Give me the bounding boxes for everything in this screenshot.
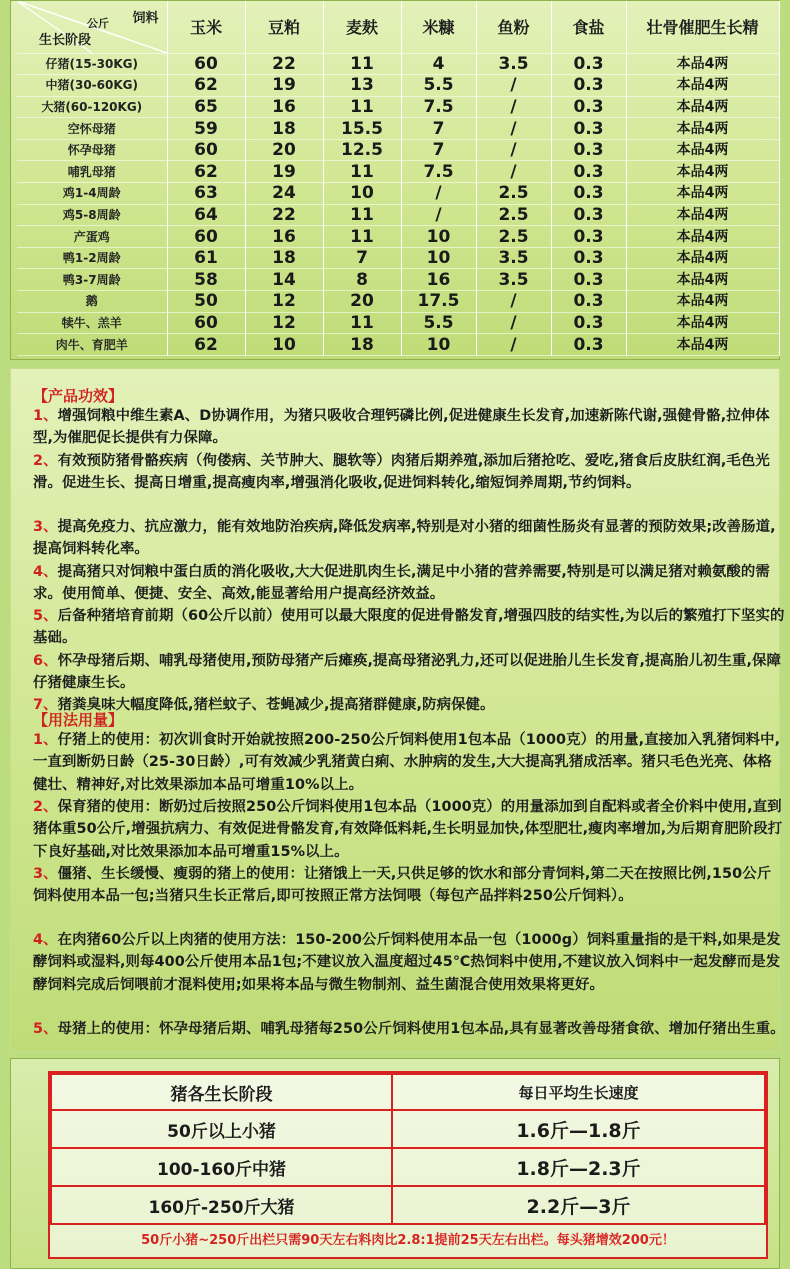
item-number: 4、: [33, 564, 58, 580]
table-cell: 10: [245, 334, 323, 356]
table-cell: /: [476, 334, 551, 356]
stage-cell: 鸭3-7周龄: [17, 269, 167, 291]
usage-item: [33, 796, 785, 863]
table-cell: 0.3: [551, 247, 626, 269]
daily-gain-cell: 1.6斤—1.8斤: [392, 1110, 765, 1148]
table-cell: 62: [167, 161, 245, 183]
item-number: 5、: [33, 1021, 58, 1037]
growth-footer-note: 50斤小猪~250斤出栏只需90天左右料肉比2.8:1提前25天左右出栏。每头猪增效200元！: [141, 1233, 675, 1248]
table-cell: 16: [401, 269, 476, 291]
table-cell: 7.5: [401, 96, 476, 118]
item-text: 在肉猪60公斤以上肉猪的使用方法：150-200公斤饲料使用本品一包（1000g）饲料重量指的是干料,如果是发酵饲料或湿料,则每400公斤使用本品1包;不建议放入温度超过45℃热饲料中使用,不建议放入饲料中一起发酵而是发酵饲料完成后饲喂前才混料使用;如果将本品与微生物制剂、益生菌混合使用效果将更好。: [33, 932, 781, 993]
table-cell: 0.3: [551, 96, 626, 118]
table-cell: 2.5: [476, 226, 551, 248]
table-cell: 0.3: [551, 183, 626, 205]
table-cell: 19: [245, 75, 323, 97]
product-description-panel: [10, 368, 785, 1052]
table-cell: 0.3: [551, 269, 626, 291]
table-cell: 5.5: [401, 75, 476, 97]
col-header-wheat-bran: 麦麸: [323, 1, 401, 53]
table-cell: 13: [323, 75, 401, 97]
table-cell: 15.5: [323, 118, 401, 140]
usage-title: 【用法用量】: [33, 711, 124, 729]
table-cell: 63: [167, 183, 245, 205]
item-number: 2、: [33, 453, 58, 469]
dosage-cell: 本品4两: [626, 161, 779, 183]
table-cell: 11: [323, 226, 401, 248]
growth-speed-box: [48, 1071, 768, 1259]
table-cell: 12: [245, 312, 323, 334]
table-cell: 11: [323, 96, 401, 118]
corner-stage-label: 生长阶段: [39, 32, 92, 48]
table-cell: 0.3: [551, 204, 626, 226]
item-text: 提高免疫力、抗应激力，能有效地防治疾病,降低发病率,特别是对小猪的细菌性肠炎有显著的预防效果;改善肠道,提高饲料转化率。: [33, 519, 776, 558]
stage-cell: 鸡5-8周龄: [17, 204, 167, 226]
table-cell: 7: [323, 247, 401, 269]
item-text: 保育猪的使用：断奶过后按照250公斤饲料使用1包本品（1000克）的用量添加到自配料或者全价料中使用,直到猪体重50公斤,增强抗病力、有效促进骨骼发育,有效降低料耗,生长明显加快,体型肥壮,瘦肉率增加,为后期育肥阶段打下良好基础,对比效果添加本品可增重15%以上。: [33, 799, 783, 860]
table-cell: 12.5: [323, 139, 401, 161]
table-cell: 58: [167, 269, 245, 291]
table-row: [17, 75, 779, 97]
table-cell: 20: [245, 139, 323, 161]
table-row: [17, 139, 779, 161]
col-header-growth-stage: 猪各生长阶段: [51, 1074, 392, 1110]
dosage-cell: 本品4两: [626, 183, 779, 205]
dosage-cell: 本品4两: [626, 118, 779, 140]
table-cell: 0.3: [551, 334, 626, 356]
table-cell: 12: [245, 291, 323, 313]
item-number: 6、: [33, 653, 58, 669]
usage-item: [33, 929, 785, 996]
efficacy-item: [33, 450, 785, 495]
table-cell: 5.5: [401, 312, 476, 334]
table-cell: 0.3: [551, 226, 626, 248]
item-number: 4、: [33, 932, 58, 948]
dosage-cell: 本品4两: [626, 53, 779, 75]
table-cell: 59: [167, 118, 245, 140]
item-text: 增强饲粮中维生素A、D协调作用，为猪只吸收合理钙磷比例,促进健康生长发育,加速新陈代谢,强健骨骼,拉伸体型,为催肥促长提供有力保障。: [33, 408, 770, 447]
table-cell: 64: [167, 204, 245, 226]
table-cell: 60: [167, 226, 245, 248]
dosage-cell: 本品4两: [626, 269, 779, 291]
table-cell: 0.3: [551, 118, 626, 140]
dosage-cell: 本品4两: [626, 312, 779, 334]
stage-cell: 鸭1-2周龄: [17, 247, 167, 269]
item-text: 猪粪臭味大幅度降低,猪栏蚊子、苍蝇减少,提高猪群健康,防病保健。: [57, 697, 495, 713]
efficacy-item: [33, 516, 785, 561]
table-row: [17, 96, 779, 118]
stage-cell: 怀孕母猪: [17, 139, 167, 161]
table-cell: 11: [323, 53, 401, 75]
table-cell: 4: [401, 53, 476, 75]
growth-speed-panel: [10, 1058, 780, 1269]
growth-stage-cell: 100-160斤中猪: [51, 1148, 392, 1186]
table-row: [17, 204, 779, 226]
table-row: [17, 183, 779, 205]
item-text: 僵猪、生长缓慢、瘦弱的猪上的使用：让猪饿上一天,只供足够的饮水和部分青饲料,第二天在按照比例,150公斤饲料使用本品一包;当猪只生长正常后,即可按照正常方法饲喂（每包产品拌料250公斤饲料）。: [33, 866, 772, 905]
table-cell: 18: [245, 118, 323, 140]
stage-cell: 产蛋鸡: [17, 226, 167, 248]
growth-table-header-row: [51, 1074, 765, 1110]
item-text: 母猪上的使用：怀孕母猪后期、哺乳母猪每250公斤饲料使用1包本品,具有显著改善母猪食欲、增加仔猪出生重。: [57, 1021, 785, 1037]
table-cell: 8: [323, 269, 401, 291]
item-text: 提高猪只对饲粮中蛋白质的消化吸收,大大促进肌肉生长,满足中小猪的营养需要,特别是可以满足猪对赖氨酸的需求。使用简单、便捷、安全、高效,能显著给用户提高经济效益。: [33, 564, 770, 603]
dosage-cell: 本品4两: [626, 204, 779, 226]
table-cell: /: [476, 312, 551, 334]
table-row: [17, 161, 779, 183]
table-cell: 2.5: [476, 183, 551, 205]
dosage-cell: 本品4两: [626, 334, 779, 356]
table-cell: 10: [401, 334, 476, 356]
stage-cell: 肉牛、育肥羊: [17, 334, 167, 356]
table-row: [17, 247, 779, 269]
efficacy-item: [33, 694, 785, 716]
stage-cell: 哺乳母猪: [17, 161, 167, 183]
table-cell: 24: [245, 183, 323, 205]
table-cell: 10: [401, 247, 476, 269]
table-cell: 50: [167, 291, 245, 313]
col-header-salt: 食盐: [551, 1, 626, 53]
item-number: 1、: [33, 732, 58, 748]
table-row: [17, 118, 779, 140]
table-cell: 14: [245, 269, 323, 291]
usage-item: [33, 863, 785, 908]
table-cell: 7.5: [401, 161, 476, 183]
usage-item: [33, 729, 785, 796]
item-number: 3、: [33, 866, 58, 882]
table-row: [51, 1148, 765, 1186]
table-cell: 16: [245, 96, 323, 118]
efficacy-item: [33, 650, 785, 695]
stage-cell: 犊牛、羔羊: [17, 312, 167, 334]
table-cell: 22: [245, 53, 323, 75]
table-cell: 11: [323, 161, 401, 183]
item-number: 5、: [33, 608, 58, 624]
table-cell: /: [476, 75, 551, 97]
table-cell: 10: [401, 226, 476, 248]
item-number: 3、: [33, 519, 58, 535]
efficacy-item: [33, 405, 785, 450]
daily-gain-cell: 2.2斤—3斤: [392, 1186, 765, 1224]
dosage-cell: 本品4两: [626, 139, 779, 161]
daily-gain-cell: 1.8斤—2.3斤: [392, 1148, 765, 1186]
col-header-corn: 玉米: [167, 1, 245, 53]
feed-table-header-row: [17, 1, 779, 53]
table-cell: 17.5: [401, 291, 476, 313]
table-cell: /: [476, 291, 551, 313]
table-cell: 62: [167, 75, 245, 97]
table-cell: 0.3: [551, 291, 626, 313]
table-cell: 62: [167, 334, 245, 356]
stage-cell: 仔猪(15-30KG): [17, 53, 167, 75]
table-cell: 18: [245, 247, 323, 269]
table-cell: /: [401, 204, 476, 226]
table-cell: 0.3: [551, 139, 626, 161]
col-header-growth-essence: 壮骨催肥生长精: [626, 1, 779, 53]
table-cell: 60: [167, 139, 245, 161]
dosage-cell: 本品4两: [626, 291, 779, 313]
table-cell: 19: [245, 161, 323, 183]
table-cell: /: [476, 139, 551, 161]
table-cell: 18: [323, 334, 401, 356]
table-row: [17, 269, 779, 291]
table-row: [17, 312, 779, 334]
item-text: 仔猪上的使用：初次训食时开始就按照200-250公斤饲料使用1包本品（1000克）的用量,直接加入乳猪饲料中,一直到断奶日龄（25-30日龄）,可有效减少乳猪黄白痢、水肿病的发生,大大提高乳猪成活率。猪只毛色光亮、体格健壮、精神好,对比效果添加本品可增重10%以上。: [33, 732, 781, 793]
table-cell: 0.3: [551, 75, 626, 97]
usage-item: [33, 1018, 785, 1040]
table-cell: 3.5: [476, 247, 551, 269]
feed-formula-table: [17, 1, 780, 356]
growth-stage-cell: 50斤以上小猪: [51, 1110, 392, 1148]
col-header-daily-gain: 每日平均生长速度: [392, 1074, 765, 1110]
table-row: [17, 291, 779, 313]
dosage-cell: 本品4两: [626, 226, 779, 248]
table-cell: 65: [167, 96, 245, 118]
stage-cell: 鸡1-4周龄: [17, 183, 167, 205]
item-number: 7、: [33, 697, 58, 713]
table-row: [17, 334, 779, 356]
table-cell: 60: [167, 53, 245, 75]
table-row: [51, 1186, 765, 1224]
table-cell: /: [476, 118, 551, 140]
efficacy-title: 【产品功效】: [33, 387, 124, 405]
item-text: 怀孕母猪后期、哺乳母猪使用,预防母猪产后瘫痪,提高母猪泌乳力,还可以促进胎儿生长发育,提高胎儿初生重,保障仔猪健康生长。: [33, 653, 781, 692]
feed-table-corner-cell: [17, 1, 167, 53]
table-row: [51, 1110, 765, 1148]
efficacy-item: [33, 605, 785, 650]
stage-cell: 鹅: [17, 291, 167, 313]
table-cell: 11: [323, 312, 401, 334]
table-cell: /: [476, 96, 551, 118]
table-cell: 22: [245, 204, 323, 226]
table-cell: 7: [401, 118, 476, 140]
col-header-fish-meal: 鱼粉: [476, 1, 551, 53]
table-cell: 7: [401, 139, 476, 161]
table-cell: 0.3: [551, 53, 626, 75]
table-cell: /: [476, 161, 551, 183]
item-number: 1、: [33, 408, 58, 424]
table-row: [17, 53, 779, 75]
feed-formula-panel: [10, 0, 780, 360]
table-row: [17, 226, 779, 248]
table-cell: 0.3: [551, 161, 626, 183]
corner-kg-label: 公斤: [87, 17, 109, 30]
corner-feed-label: 饲料: [132, 11, 159, 26]
growth-stage-cell: 160斤-250斤大猪: [51, 1186, 392, 1224]
item-number: 2、: [33, 799, 58, 815]
item-text: 有效预防猪骨骼疾病（佝偻病、关节肿大、腿软等）肉猪后期养殖,添加后猪抢吃、爱吃,猪食后皮肤红润,毛色光滑。促进生长、提高日增重,提高瘦肉率,增强消化吸收,促进饲料转化,缩短饲养周期,节约饲料。: [33, 453, 770, 492]
col-header-rice-bran: 米糠: [401, 1, 476, 53]
table-cell: 20: [323, 291, 401, 313]
dosage-cell: 本品4两: [626, 75, 779, 97]
efficacy-item: [33, 561, 785, 606]
dosage-cell: 本品4两: [626, 96, 779, 118]
growth-speed-table: [50, 1073, 766, 1225]
table-cell: 11: [323, 204, 401, 226]
table-cell: /: [401, 183, 476, 205]
item-text: 后备种猪培育前期（60公斤以前）使用可以最大限度的促进骨骼发育,增强四肢的结实性,为以后的繁殖打下坚实的基础。: [33, 608, 785, 647]
table-cell: 10: [323, 183, 401, 205]
stage-cell: 空怀母猪: [17, 118, 167, 140]
table-cell: 3.5: [476, 53, 551, 75]
stage-cell: 中猪(30-60KG): [17, 75, 167, 97]
stage-cell: 大猪(60-120KG): [17, 96, 167, 118]
col-header-soybean-meal: 豆粕: [245, 1, 323, 53]
table-cell: 0.3: [551, 312, 626, 334]
table-cell: 2.5: [476, 204, 551, 226]
table-cell: 60: [167, 312, 245, 334]
table-cell: 3.5: [476, 269, 551, 291]
table-cell: 61: [167, 247, 245, 269]
table-cell: 16: [245, 226, 323, 248]
dosage-cell: 本品4两: [626, 247, 779, 269]
